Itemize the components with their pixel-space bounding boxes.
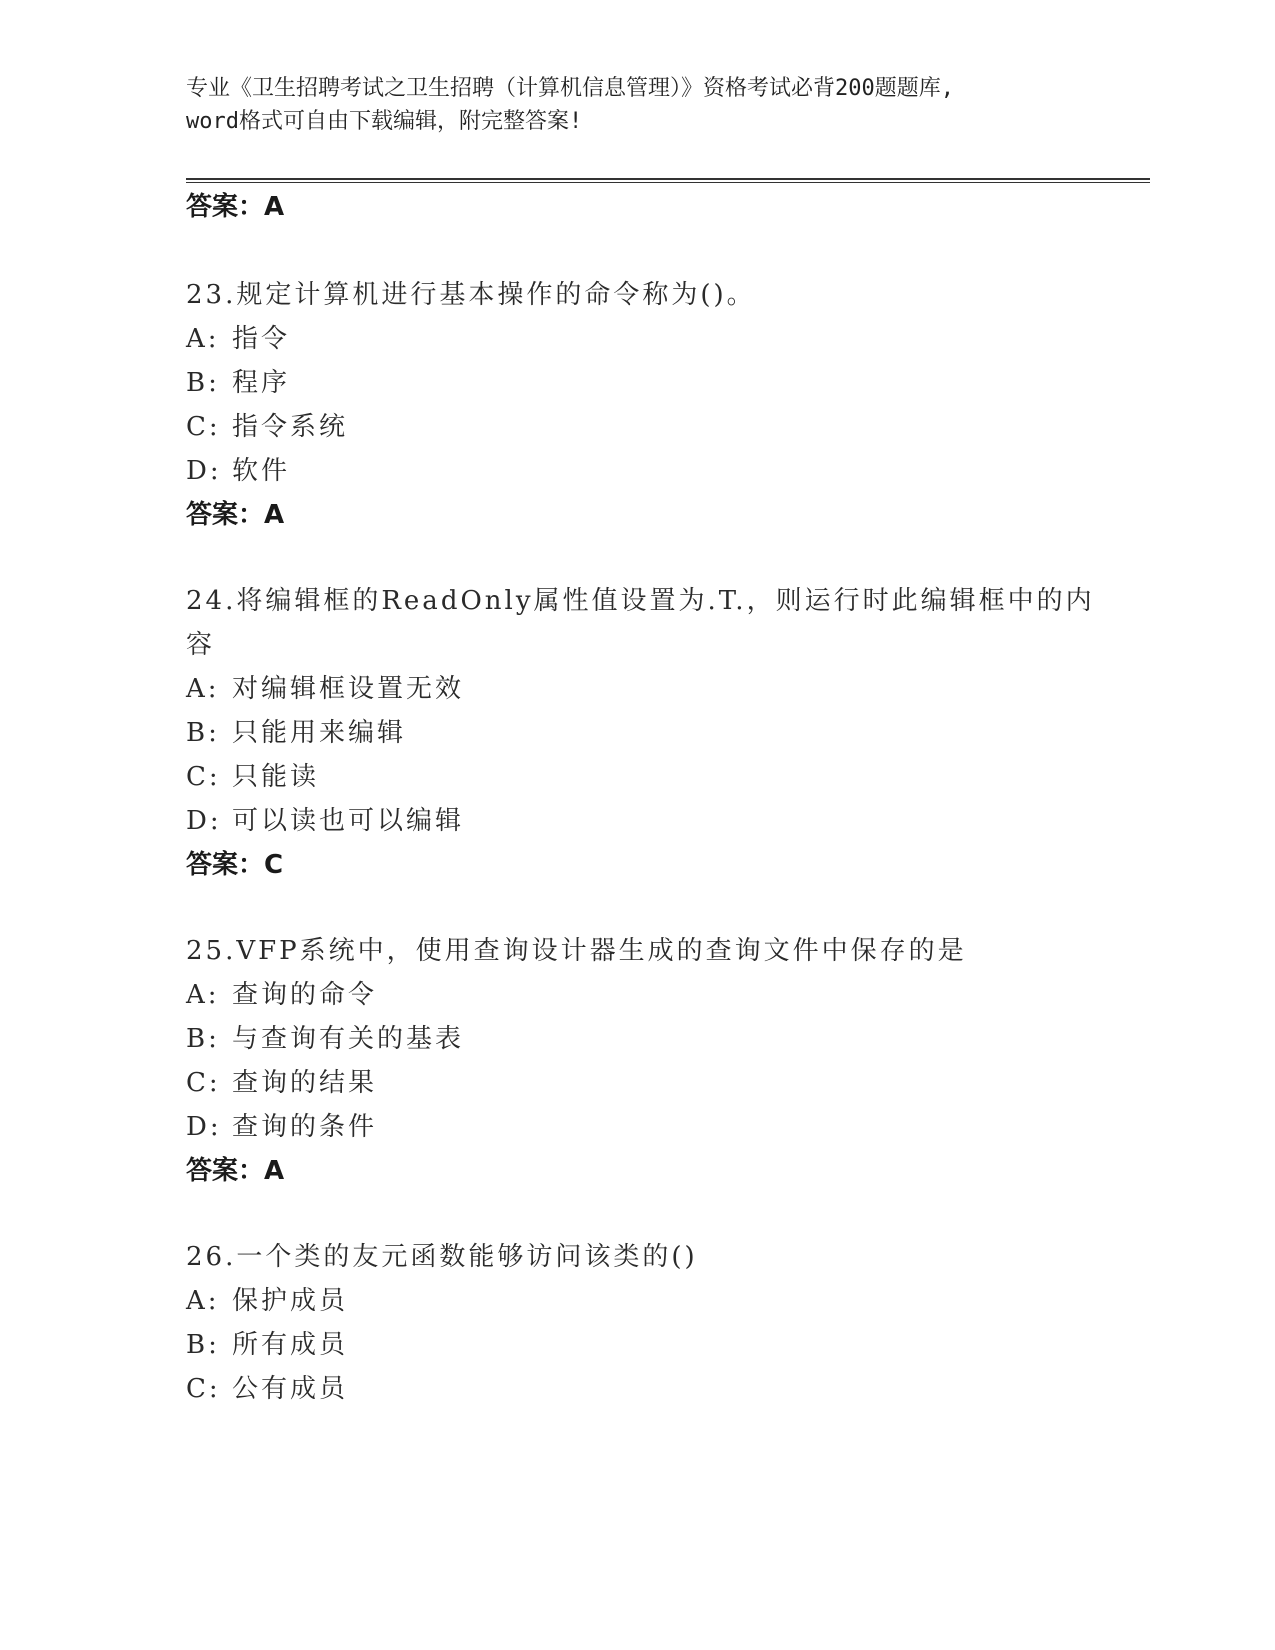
question-24-stem-continued: 容 [186, 630, 216, 660]
question-26-option-a: A: 保护成员 [186, 1286, 349, 1316]
question-23-option-c: C: 指令系统 [186, 412, 349, 442]
question-25-option-b: B: 与查询有关的基表 [186, 1024, 465, 1054]
header-line-1: 专业《卫生招聘考试之卫生招聘（计算机信息管理）》资格考试必背200题题库, [186, 76, 954, 101]
document-header [186, 72, 1066, 138]
question-25-option-c: C: 查询的结果 [186, 1068, 378, 1098]
question-24-stem: 24.将编辑框的ReadOnly属性值设置为.T.，则运行时此编辑框中的内 [186, 586, 1095, 616]
question-24-option-d: D: 可以读也可以编辑 [186, 806, 465, 836]
previous-answer: 答案：A [186, 192, 285, 222]
question-25-option-a: A: 查询的命令 [186, 980, 378, 1010]
question-25-answer: 答案：A [186, 1156, 285, 1186]
question-23-stem: 23.规定计算机进行基本操作的命令称为()。 [186, 280, 756, 310]
question-26-option-b: B: 所有成员 [186, 1330, 349, 1360]
question-23-answer: 答案：A [186, 500, 285, 530]
question-23-option-d: D: 软件 [186, 456, 291, 486]
header-line-2: word格式可自由下载编辑，附完整答案! [186, 109, 583, 134]
question-25-option-d: D: 查询的条件 [186, 1112, 378, 1142]
question-24-option-b: B: 只能用来编辑 [186, 718, 407, 748]
question-26-option-c: C: 公有成员 [186, 1374, 349, 1404]
question-23-option-a: A: 指令 [186, 324, 291, 354]
question-24-option-a: A: 对编辑框设置无效 [186, 674, 465, 704]
question-24-option-c: C: 只能读 [186, 762, 320, 792]
question-25-stem: 25.VFP系统中，使用查询设计器生成的查询文件中保存的是 [186, 936, 967, 966]
question-26-stem: 26.一个类的友元函数能够访问该类的() [186, 1242, 698, 1272]
question-23-option-b: B: 程序 [186, 368, 291, 398]
header-divider [186, 178, 1150, 183]
question-24-answer: 答案：C [186, 850, 284, 880]
